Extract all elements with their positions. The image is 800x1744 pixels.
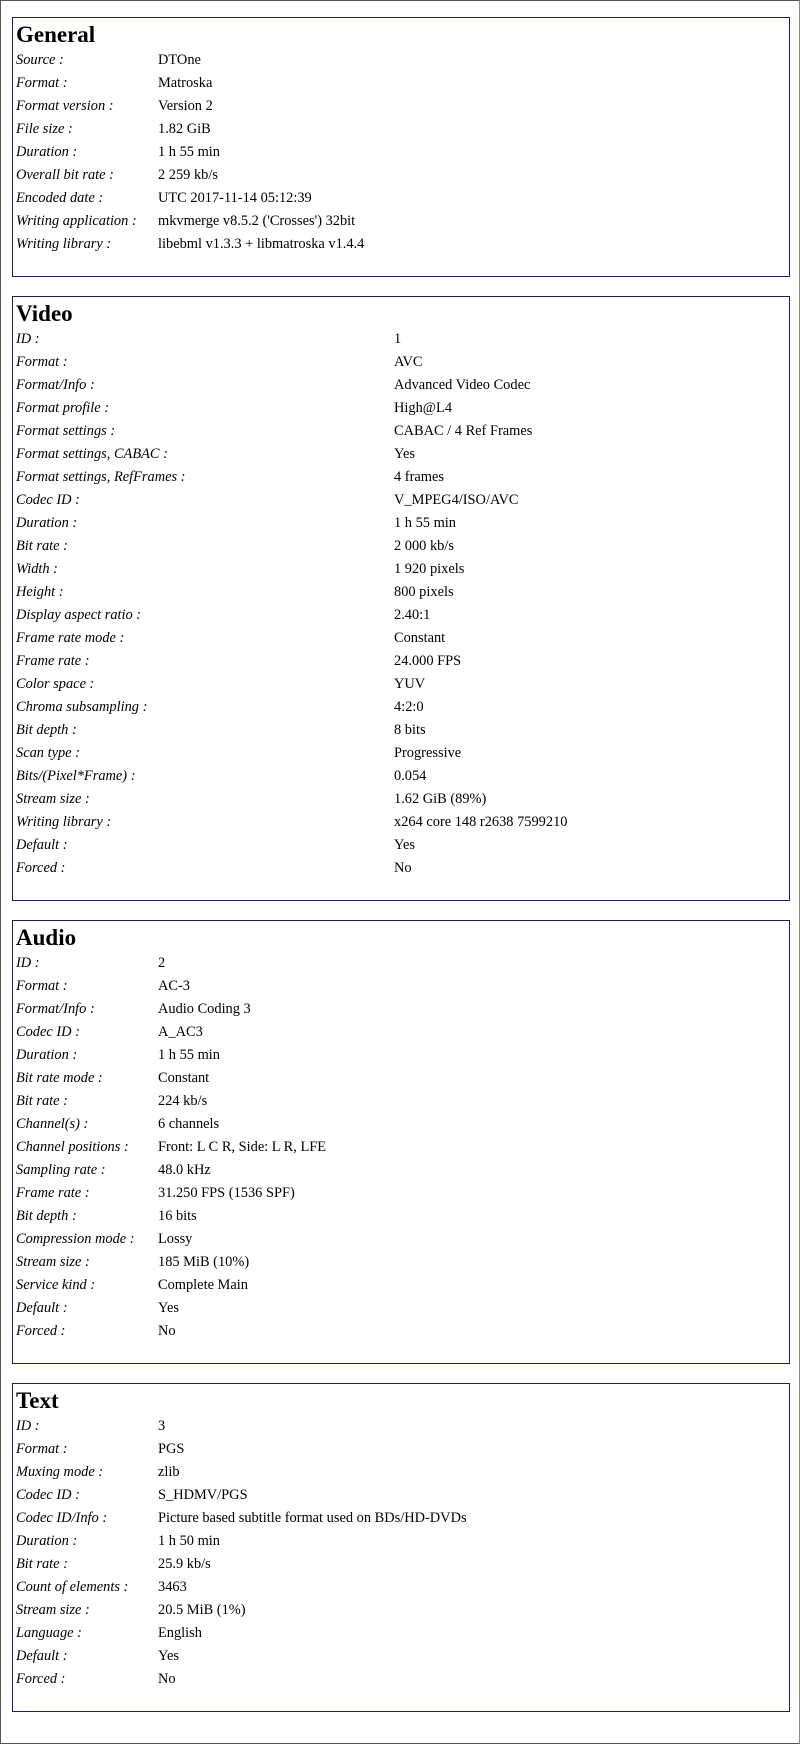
field-value: Lossy [158, 1231, 193, 1247]
field-value: Constant [158, 1070, 210, 1086]
field-label: Frame rate : [16, 653, 90, 669]
field-value: 2 [158, 955, 166, 971]
field-value: English [158, 1625, 202, 1641]
field-value: 31.250 FPS (1536 SPF) [158, 1185, 295, 1201]
field-label: Source : [16, 52, 64, 68]
field-value: 1 h 55 min [394, 515, 456, 531]
field-label: Scan type : [16, 745, 80, 761]
field-value: No [394, 860, 412, 876]
field-value: 4 frames [394, 469, 444, 485]
field-label: Bit depth : [16, 722, 77, 738]
field-value: Yes [394, 837, 415, 853]
field-value: 48.0 kHz [158, 1162, 211, 1178]
section-title: Audio [16, 925, 77, 950]
field-label: Height : [16, 584, 64, 600]
field-label: Format : [16, 75, 68, 91]
field-value: No [158, 1323, 176, 1339]
field-value: mkvmerge v8.5.2 ('Crosses') 32bit [158, 213, 356, 229]
field-value: 4:2:0 [394, 699, 424, 715]
field-label: Default : [16, 837, 68, 853]
field-value: 1 h 55 min [158, 144, 220, 160]
field-value: 185 MiB (10%) [158, 1254, 250, 1270]
field-label: Bit rate mode : [16, 1070, 103, 1086]
field-label: Channel(s) : [16, 1116, 89, 1132]
field-label: Encoded date : [16, 190, 104, 206]
field-value: Matroska [158, 75, 213, 91]
field-value: Complete Main [158, 1277, 248, 1293]
field-value: Version 2 [158, 98, 213, 114]
field-value: Audio Coding 3 [158, 1001, 251, 1017]
field-label: Width : [16, 561, 58, 577]
field-label: Forced : [16, 1323, 66, 1339]
field-label: Format : [16, 354, 68, 370]
field-label: Bit rate : [16, 538, 68, 554]
field-value: YUV [394, 676, 426, 692]
field-label: Codec ID : [16, 1024, 80, 1040]
field-value: AVC [394, 354, 423, 370]
field-value: 25.9 kb/s [158, 1556, 211, 1572]
section-title: General [16, 22, 96, 47]
field-value: Yes [394, 446, 415, 462]
field-value: 1 920 pixels [394, 561, 465, 577]
section-general [12, 17, 790, 277]
field-label: ID : [16, 955, 40, 971]
field-value: Yes [158, 1300, 179, 1316]
field-value: 1.62 GiB (89%) [394, 791, 487, 807]
field-label: Codec ID/Info : [16, 1510, 108, 1526]
field-value: 3 [158, 1418, 166, 1434]
field-label: Stream size : [16, 1602, 90, 1618]
field-label: Service kind : [16, 1277, 96, 1293]
field-value: 1 [394, 331, 402, 347]
field-label: Sampling rate : [16, 1162, 106, 1178]
field-label: Format settings : [16, 423, 116, 439]
field-value: 224 kb/s [158, 1093, 208, 1109]
field-value: CABAC / 4 Ref Frames [394, 423, 533, 439]
field-value: 0.054 [394, 768, 427, 784]
field-label: Muxing mode : [16, 1464, 104, 1480]
field-label: Codec ID : [16, 492, 80, 508]
section-title: Text [16, 1388, 59, 1413]
field-label: Stream size : [16, 791, 90, 807]
field-label: Chroma subsampling : [16, 699, 148, 715]
field-value: DTOne [158, 52, 201, 68]
field-label: Format settings, CABAC : [16, 446, 168, 462]
field-value: UTC 2017-11-14 05:12:39 [158, 190, 312, 206]
field-label: Format/Info : [16, 377, 95, 393]
field-label: Frame rate mode : [16, 630, 125, 646]
field-value: 2 259 kb/s [158, 167, 218, 183]
field-label: Color space : [16, 676, 95, 692]
field-value: 2 000 kb/s [394, 538, 454, 554]
field-label: Writing library : [16, 236, 112, 252]
field-label: File size : [16, 121, 73, 137]
field-label: Format version : [16, 98, 114, 114]
field-label: Bits/(Pixel*Frame) : [16, 768, 136, 784]
field-label: Duration : [16, 1047, 78, 1063]
field-label: Stream size : [16, 1254, 90, 1270]
field-value: S_HDMV/PGS [158, 1487, 248, 1503]
field-value: High@L4 [394, 400, 453, 416]
field-label: Frame rate : [16, 1185, 90, 1201]
field-label: Writing library : [16, 814, 112, 830]
field-value: 3463 [158, 1579, 187, 1595]
field-label: Display aspect ratio : [16, 607, 142, 623]
section-text [12, 1383, 790, 1712]
field-value: Front: L C R, Side: L R, LFE [158, 1139, 327, 1155]
field-label: Bit rate : [16, 1093, 68, 1109]
field-label: Writing application : [16, 213, 137, 229]
field-value: 800 pixels [394, 584, 454, 600]
section-video [12, 296, 790, 901]
field-label: Codec ID : [16, 1487, 80, 1503]
field-value: PGS [158, 1441, 185, 1457]
field-value: Yes [158, 1648, 179, 1664]
field-value: 2.40:1 [394, 607, 431, 623]
field-value: 20.5 MiB (1%) [158, 1602, 246, 1618]
field-value: 1 h 55 min [158, 1047, 220, 1063]
field-value: 16 bits [158, 1208, 197, 1224]
field-label: Format : [16, 1441, 68, 1457]
field-value: x264 core 148 r2638 7599210 [394, 814, 568, 830]
field-value: Picture based subtitle format used on BDs/HD-DVDs [158, 1510, 467, 1526]
field-label: Duration : [16, 515, 78, 531]
field-label: Language : [16, 1625, 82, 1641]
field-label: Duration : [16, 144, 78, 160]
field-label: Format/Info : [16, 1001, 95, 1017]
field-label: Default : [16, 1300, 68, 1316]
field-value: V_MPEG4/ISO/AVC [394, 492, 519, 508]
field-value: 24.000 FPS [394, 653, 462, 669]
field-label: Compression mode : [16, 1231, 135, 1247]
field-value: No [158, 1671, 176, 1687]
field-label: Format profile : [16, 400, 109, 416]
field-label: ID : [16, 1418, 40, 1434]
field-value: 8 bits [394, 722, 426, 738]
field-label: ID : [16, 331, 40, 347]
field-value: zlib [158, 1464, 180, 1480]
field-label: Forced : [16, 860, 66, 876]
field-label: Bit depth : [16, 1208, 77, 1224]
field-label: Overall bit rate : [16, 167, 114, 183]
field-label: Channel positions : [16, 1139, 129, 1155]
field-value: Advanced Video Codec [394, 377, 531, 393]
field-label: Bit rate : [16, 1556, 68, 1572]
field-value: Constant [394, 630, 446, 646]
field-label: Duration : [16, 1533, 78, 1549]
field-value: Progressive [394, 745, 462, 761]
field-label: Forced : [16, 1671, 66, 1687]
field-value: 1.82 GiB [158, 121, 211, 137]
field-value: libebml v1.3.3 + libmatroska v1.4.4 [158, 236, 365, 252]
section-title: Video [16, 301, 73, 326]
section-audio [12, 920, 790, 1364]
field-value: 1 h 50 min [158, 1533, 220, 1549]
field-label: Default : [16, 1648, 68, 1664]
field-value: 6 channels [158, 1116, 220, 1132]
field-label: Format : [16, 978, 68, 994]
field-value: AC-3 [158, 978, 190, 994]
field-value: A_AC3 [158, 1024, 203, 1040]
field-label: Format settings, RefFrames : [16, 469, 186, 485]
field-label: Count of elements : [16, 1579, 129, 1595]
